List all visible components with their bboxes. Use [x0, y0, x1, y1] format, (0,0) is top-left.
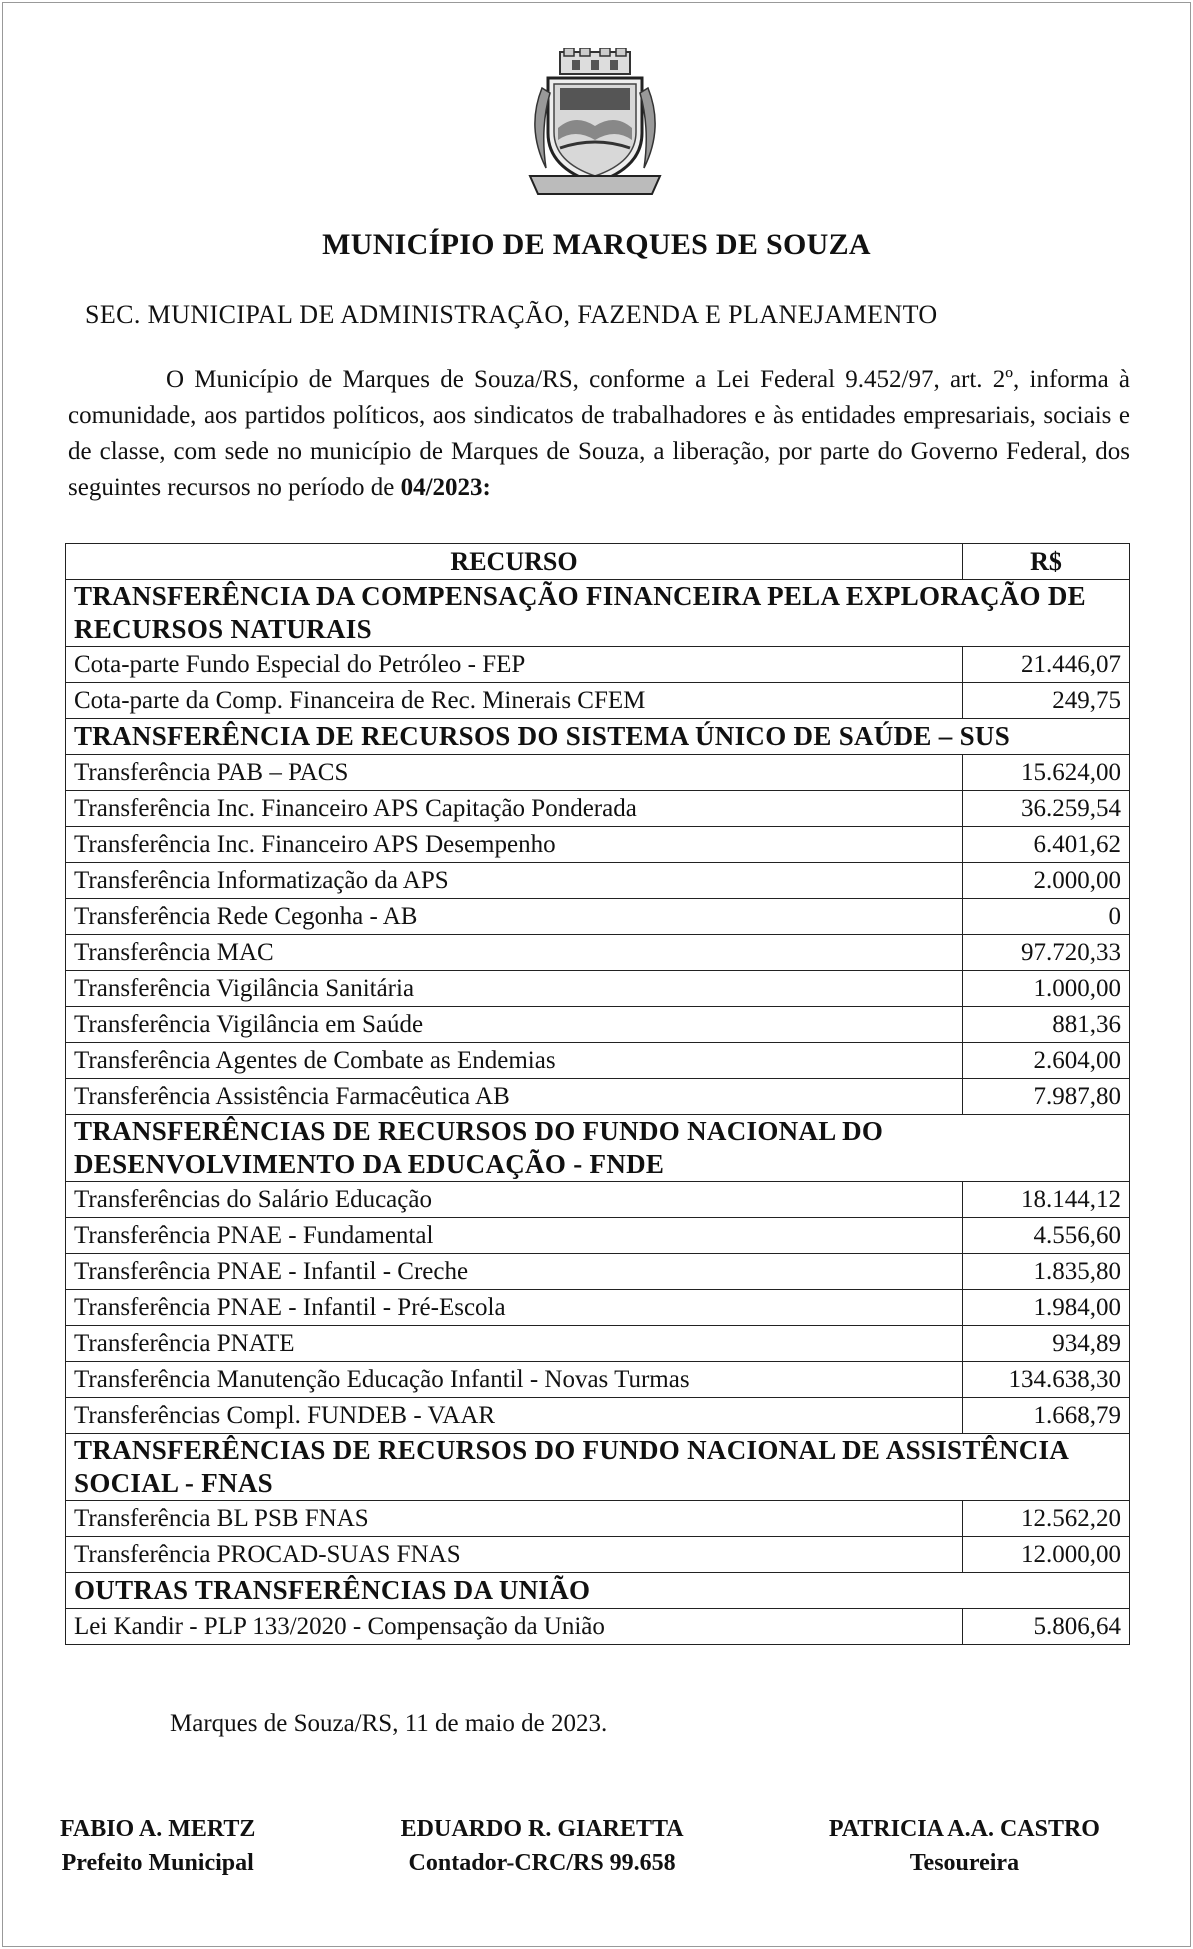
- page-title: MUNICÍPIO DE MARQUES DE SOUZA: [322, 228, 871, 261]
- resource-value: 1.000,00: [963, 971, 1130, 1007]
- resource-value: 21.446,07: [963, 647, 1130, 683]
- header-value: R$: [963, 544, 1130, 580]
- section-row: [66, 1573, 1130, 1609]
- resource-name: Transferências do Salário Educação: [66, 1182, 963, 1218]
- resource-name: Transferência Inc. Financeiro APS Desempenho: [66, 827, 963, 863]
- table-row: [66, 971, 1130, 1007]
- department-subtitle: SEC. MUNICIPAL DE ADMINISTRAÇÃO, FAZENDA E PLANEJAMENTO: [85, 300, 938, 329]
- resource-value: 2.000,00: [963, 863, 1130, 899]
- resource-name: Transferência PNAE - Fundamental: [66, 1218, 963, 1254]
- resource-name: Transferência PAB – PACS: [66, 755, 963, 791]
- resource-value: 6.401,62: [963, 827, 1130, 863]
- resource-value: 18.144,12: [963, 1182, 1130, 1218]
- resource-name: Transferência Vigilância em Saúde: [66, 1007, 963, 1043]
- resource-name: Cota-parte Fundo Especial do Petróleo - FEP: [66, 647, 963, 683]
- resource-value: 97.720,33: [963, 935, 1130, 971]
- table-row: [66, 791, 1130, 827]
- table-row: [66, 1007, 1130, 1043]
- resource-value: 15.624,00: [963, 755, 1130, 791]
- table-row: [66, 899, 1130, 935]
- resource-value: 7.987,80: [963, 1079, 1130, 1115]
- intro-paragraph: [68, 362, 1130, 506]
- signature-accountant: [401, 1812, 684, 1880]
- resource-name: Transferência PNATE: [66, 1326, 963, 1362]
- resource-name: Transferência MAC: [66, 935, 963, 971]
- section-row: [66, 719, 1130, 755]
- section-title: OUTRAS TRANSFERÊNCIAS DA UNIÃO: [66, 1573, 1130, 1609]
- signature-name: FABIO A. MERTZ: [60, 1816, 256, 1842]
- table-row: [66, 935, 1130, 971]
- table-row: [66, 1326, 1130, 1362]
- resource-value: 4.556,60: [963, 1218, 1130, 1254]
- resource-value: 934,89: [963, 1326, 1130, 1362]
- signature-role: Prefeito Municipal: [61, 1850, 254, 1876]
- resource-value: 5.806,64: [963, 1609, 1130, 1645]
- table-row: [66, 647, 1130, 683]
- resources-table: [65, 543, 1130, 1645]
- resource-value: 36.259,54: [963, 791, 1130, 827]
- signature-name: EDUARDO R. GIARETTA: [400, 1816, 684, 1842]
- table-row: [66, 1501, 1130, 1537]
- table-row: [66, 1079, 1130, 1115]
- table-row: [66, 1182, 1130, 1218]
- resource-value: 12.562,20: [963, 1501, 1130, 1537]
- signature-treasurer: [829, 1812, 1100, 1880]
- resource-name: Transferência Rede Cegonha - AB: [66, 899, 963, 935]
- table-row: [66, 1043, 1130, 1079]
- intro-text: O Município de Marques de Souza/RS, conforme a Lei Federal 9.452/97, art. 2º, informa à comunidade, aos partidos políticos, aos sindicatos de trabalhadores e às entidades empresariais, sociais e de classe, com sede no município de Marques de Souza, a liberação, por parte do Governo Federal, dos seguintes recursos no período de: [68, 366, 1130, 501]
- table-row: [66, 1218, 1130, 1254]
- section-title: TRANSFERÊNCIAS DE RECURSOS DO FUNDO NACIONAL DO DESENVOLVIMENTO DA EDUCAÇÃO - FNDE: [66, 1115, 1130, 1182]
- resource-name: Transferência Informatização da APS: [66, 863, 963, 899]
- resource-value: 1.668,79: [963, 1398, 1130, 1434]
- resource-value: 1.984,00: [963, 1290, 1130, 1326]
- table-row: [66, 1362, 1130, 1398]
- resource-name: Transferência PROCAD-SUAS FNAS: [66, 1537, 963, 1573]
- resource-name: Transferências Compl. FUNDEB - VAAR: [66, 1398, 963, 1434]
- signature-role: Contador-CRC/RS 99.658: [408, 1850, 676, 1876]
- header-resource: RECURSO: [66, 544, 963, 580]
- section-title: TRANSFERÊNCIA DA COMPENSAÇÃO FINANCEIRA PELA EXPLORAÇÃO DE RECURSOS NATURAIS: [66, 580, 1130, 647]
- resource-name: Transferência PNAE - Infantil - Pré-Escola: [66, 1290, 963, 1326]
- resource-name: Cota-parte da Comp. Financeira de Rec. Minerais CFEM: [66, 683, 963, 719]
- resource-value: 2.604,00: [963, 1043, 1130, 1079]
- section-title: TRANSFERÊNCIAS DE RECURSOS DO FUNDO NACIONAL DE ASSISTÊNCIA SOCIAL - FNAS: [66, 1434, 1130, 1501]
- resource-name: Transferência Manutenção Educação Infantil - Novas Turmas: [66, 1362, 963, 1398]
- table-row: [66, 1398, 1130, 1434]
- resource-value: 134.638,30: [963, 1362, 1130, 1398]
- signature-role: Tesoureira: [909, 1850, 1020, 1876]
- section-row: [66, 1115, 1130, 1182]
- resource-name: Transferência Inc. Financeiro APS Capitação Ponderada: [66, 791, 963, 827]
- resource-name: Transferência PNAE - Infantil - Creche: [66, 1254, 963, 1290]
- resource-name: Lei Kandir - PLP 133/2020 - Compensação da União: [66, 1609, 963, 1645]
- resource-name: Transferência Assistência Farmacêutica AB: [66, 1079, 963, 1115]
- municipal-crest-icon: [520, 48, 670, 198]
- resource-name: Transferência BL PSB FNAS: [66, 1501, 963, 1537]
- signature-mayor: [60, 1812, 255, 1880]
- signature-name: PATRICIA A.A. CASTRO: [828, 1816, 1100, 1842]
- resource-value: 12.000,00: [963, 1537, 1130, 1573]
- resource-name: Transferência Vigilância Sanitária: [66, 971, 963, 1007]
- resource-value: 881,36: [963, 1007, 1130, 1043]
- place-date: Marques de Souza/RS, 11 de maio de 2023.: [170, 1710, 608, 1737]
- resource-name: Transferência Agentes de Combate as Endemias: [66, 1043, 963, 1079]
- table-row: [66, 1537, 1130, 1573]
- section-title: TRANSFERÊNCIA DE RECURSOS DO SISTEMA ÚNICO DE SAÚDE – SUS: [66, 719, 1130, 755]
- signature-block: [60, 1812, 1100, 1880]
- table-row: [66, 863, 1130, 899]
- resource-value: 249,75: [963, 683, 1130, 719]
- resource-value: 1.835,80: [963, 1254, 1130, 1290]
- table-row: [66, 1254, 1130, 1290]
- table-row: [66, 755, 1130, 791]
- table-row: [66, 1609, 1130, 1645]
- table-header-row: [66, 544, 1130, 580]
- section-row: [66, 580, 1130, 647]
- intro-period: 04/2023:: [400, 474, 491, 501]
- table-row: [66, 1290, 1130, 1326]
- section-row: [66, 1434, 1130, 1501]
- resource-value: 0: [963, 899, 1130, 935]
- table-row: [66, 827, 1130, 863]
- table-row: [66, 683, 1130, 719]
